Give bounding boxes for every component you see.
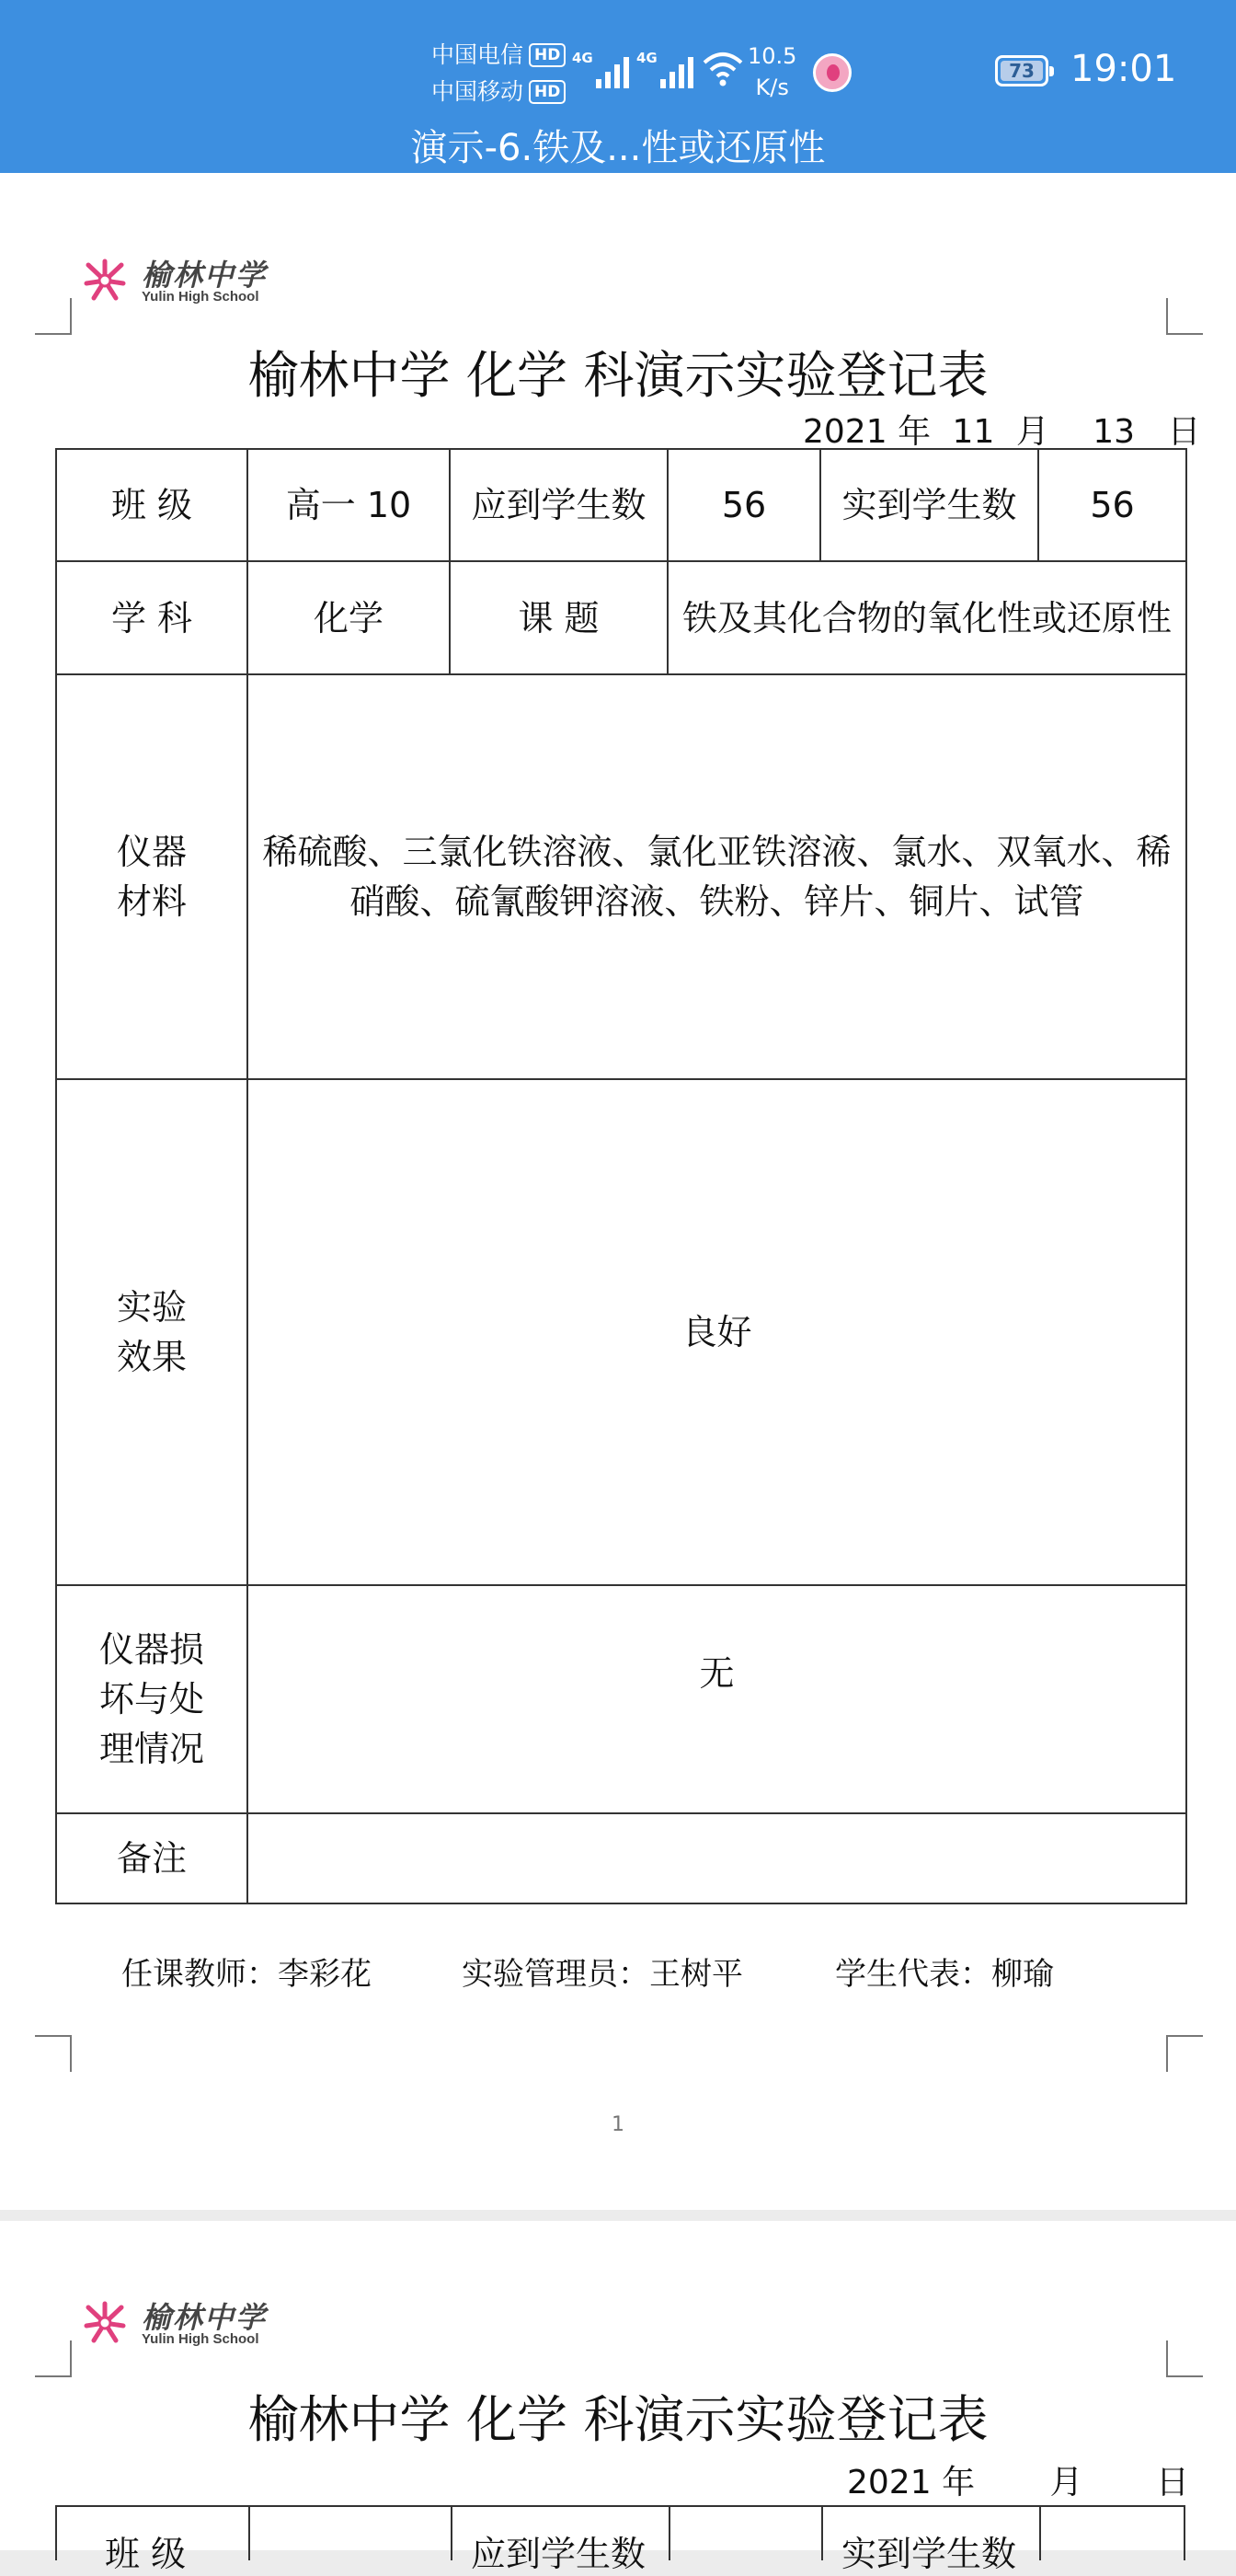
carrier1-label: 中国电信: [431, 41, 524, 68]
school-emblem-icon: [81, 2300, 129, 2346]
form-date: 2021 年 11 月 13 日: [803, 413, 1201, 451]
admin-signature: 实验管理员：王树平: [462, 1956, 743, 1993]
class-label: 班 级: [56, 449, 247, 561]
actual-students-value: 56: [1038, 449, 1186, 561]
effect-value: 良好: [247, 1079, 1186, 1585]
status-bar: [0, 0, 1236, 173]
damage-label: 仪器损坏与处理情况: [56, 1585, 247, 1813]
carrier-info: [431, 37, 566, 110]
topic-value: 铁及其化合物的氧化性或还原性: [668, 561, 1186, 674]
crop-mark: [35, 298, 72, 335]
network-type-label: 4G: [572, 50, 593, 66]
actual-students-label: 实到学生数: [820, 449, 1038, 561]
network-type-label: 4G: [636, 50, 658, 66]
crop-mark: [1166, 2035, 1203, 2072]
crop-mark: [35, 2035, 72, 2072]
carrier2-label: 中国移动: [431, 78, 524, 105]
topic-label: 课 题: [450, 561, 668, 674]
wifi-icon: [703, 52, 743, 86]
school-emblem-icon: [81, 258, 129, 304]
expected-students-label: 应到学生数: [450, 449, 668, 561]
logo-text-en: Yulin High School: [142, 2331, 259, 2347]
table-row: [56, 449, 1186, 561]
clock: 19:01: [1070, 48, 1177, 90]
remarks-value: [247, 1813, 1186, 1903]
app-notification-icon: [813, 53, 852, 92]
actual-students-label: 实到学生数: [841, 2534, 1017, 2574]
table-row: [56, 1813, 1186, 1903]
damage-value: 无: [247, 1585, 1186, 1813]
remarks-label: 备注: [56, 1813, 247, 1903]
hd-badge: HD: [529, 43, 566, 67]
class-label: 班 级: [105, 2534, 187, 2574]
logo-text-cn: 榆林中学: [142, 258, 268, 293]
document-title[interactable]: 演示-6.铁及...性或还原性: [410, 127, 826, 169]
crop-mark: [35, 2340, 72, 2377]
registration-table: [55, 2505, 1185, 2574]
hd-badge: HD: [529, 80, 566, 104]
subject-label: 学 科: [56, 561, 247, 674]
student-rep-signature: 学生代表：柳瑜: [835, 1956, 1054, 1993]
table-row: [56, 561, 1186, 674]
expected-students-value: 56: [668, 449, 820, 561]
form-title: 榆林中学 化学 科演示实验登记表: [247, 346, 989, 405]
registration-table: [55, 448, 1187, 1904]
school-logo: [81, 2291, 283, 2355]
materials-value: 稀硫酸、三氯化铁溶液、氯化亚铁溶液、氯水、双氧水、稀硝酸、硫氰酸钾溶液、铁粉、锌片、铜片、试管: [247, 674, 1186, 1079]
table-row: [56, 1079, 1186, 1585]
form-title: 榆林中学 化学 科演示实验登记表: [247, 2390, 989, 2449]
logo-text-en: Yulin High School: [142, 289, 259, 305]
school-logo: [81, 248, 283, 313]
document-page: [0, 173, 1236, 2210]
page-number: 1: [612, 2113, 624, 2136]
expected-students-label: 应到学生数: [471, 2534, 647, 2574]
crop-mark: [1166, 2340, 1203, 2377]
effect-label: 实验效果: [56, 1079, 247, 1585]
form-date: 2021 年 月 日: [847, 2464, 1190, 2501]
materials-label: 仪器材料: [56, 674, 247, 1079]
crop-mark: [1166, 298, 1203, 335]
subject-value: 化学: [247, 561, 450, 674]
document-page: [0, 2221, 1236, 2574]
table-row: [56, 1585, 1186, 1813]
teacher-signature: 任课教师：李彩花: [121, 1956, 372, 1993]
table-row: [56, 674, 1186, 1079]
class-value: 高一 10: [247, 449, 450, 561]
battery-icon: 73: [995, 55, 1048, 86]
logo-text-cn: 榆林中学: [142, 2300, 268, 2335]
network-speed: 10.5 K/s: [748, 43, 797, 100]
